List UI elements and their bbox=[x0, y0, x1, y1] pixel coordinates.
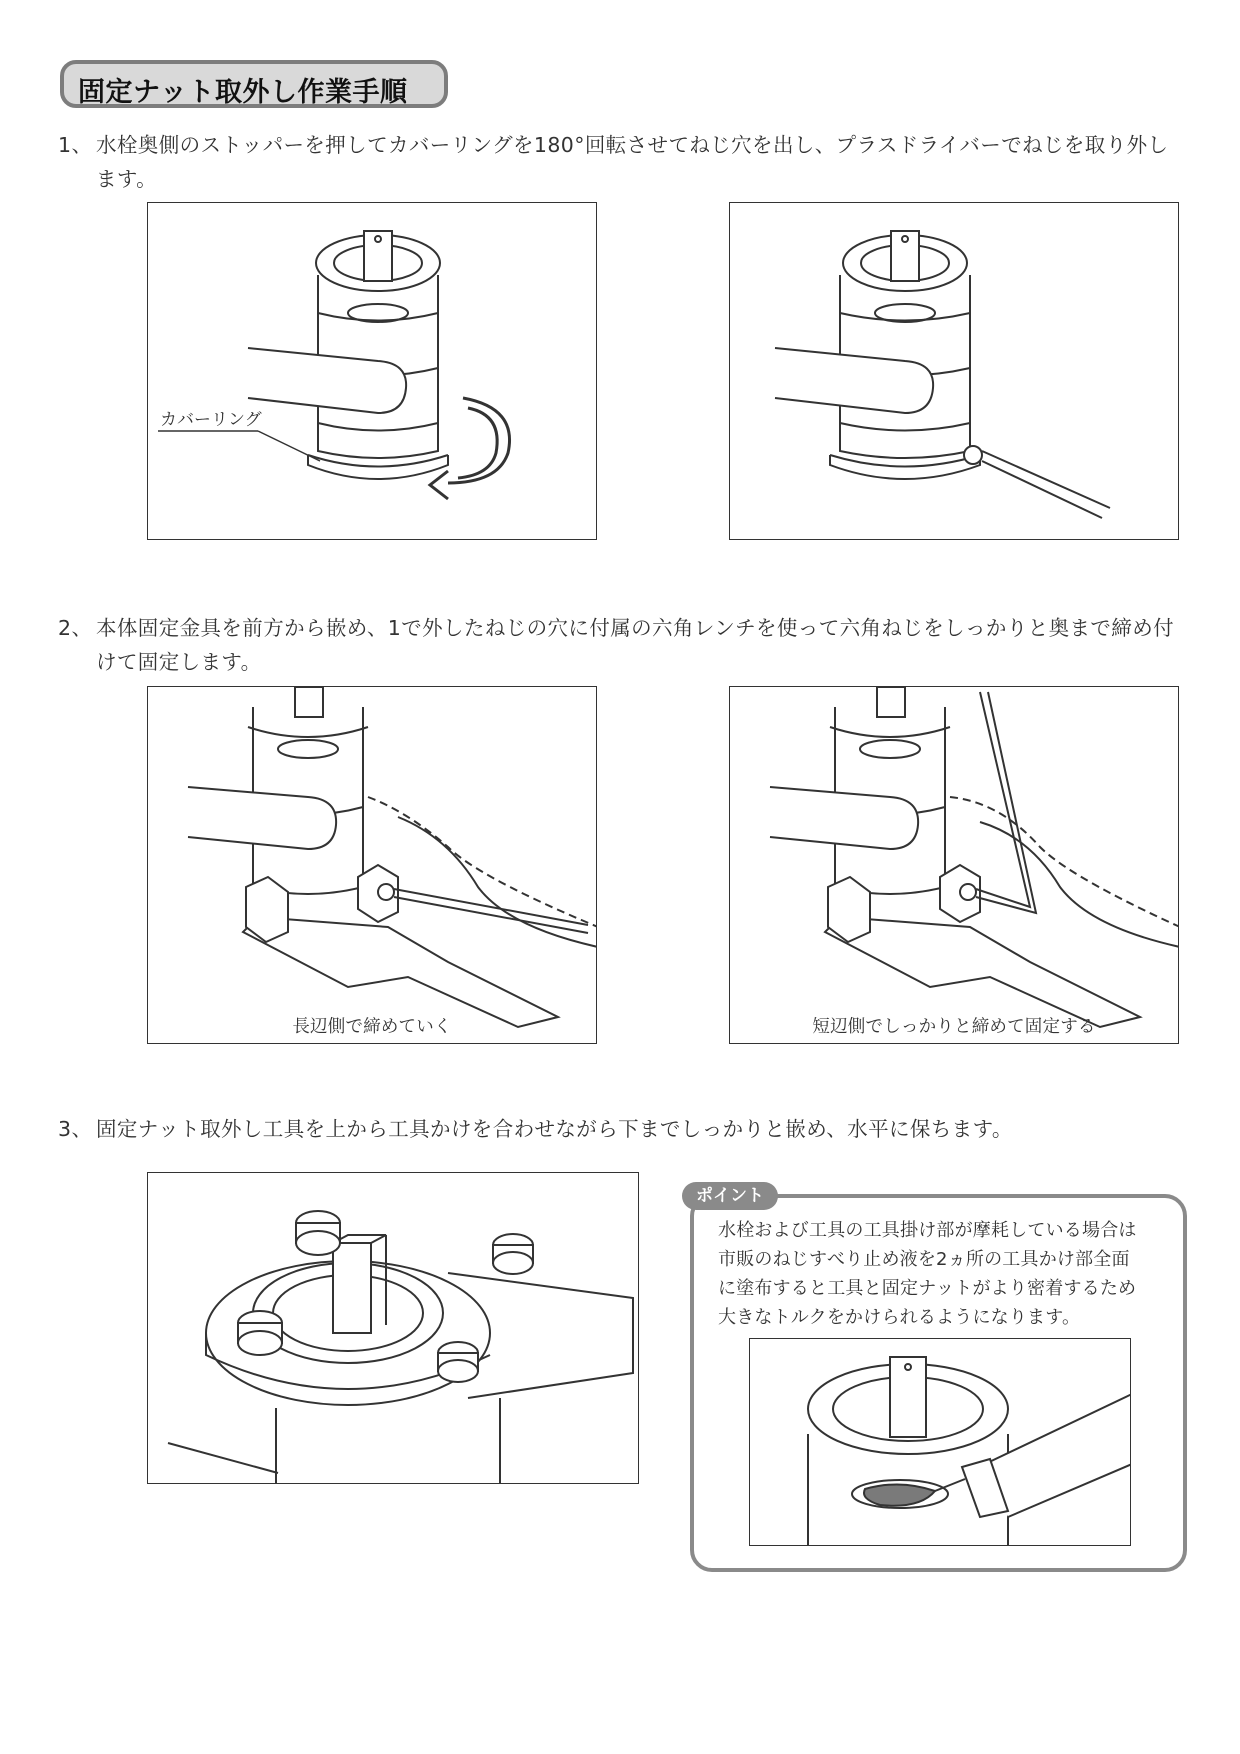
point-line-1: 水栓および工具の工具掛け部が摩耗している場合は bbox=[718, 1220, 1137, 1241]
page-title-box bbox=[60, 60, 448, 108]
step-3-number: 3、 bbox=[58, 1117, 93, 1141]
step-3-body: 固定ナット取外し工具を上から工具かけを合わせながら下までしっかりと嵌め、水平に保ちます。 bbox=[96, 1117, 1013, 1141]
step-2-text bbox=[58, 611, 1183, 679]
point-line-2: 市販のねじすべり止め液を2ヵ所の工具かけ部全面 bbox=[718, 1249, 1130, 1270]
point-badge: ポイント bbox=[682, 1182, 778, 1210]
point-line-4: 大きなトルクをかけられるようになります。 bbox=[718, 1307, 1081, 1328]
step-1-number: 1、 bbox=[58, 133, 93, 157]
step-1-figure-screwdriver bbox=[729, 202, 1179, 540]
step-2-figure-short-side bbox=[729, 686, 1179, 1044]
step-3-figure-removal-tool bbox=[147, 1172, 639, 1484]
step-1-text bbox=[58, 128, 1183, 196]
step-1-figure-cover-ring bbox=[147, 202, 597, 540]
point-figure-thread-locker bbox=[749, 1338, 1131, 1546]
point-box bbox=[690, 1186, 1187, 1572]
step-2-caption-short-side: 短辺側でしっかりと締めて固定する bbox=[812, 1017, 1096, 1037]
point-text bbox=[718, 1216, 1178, 1332]
step-2-number: 2、 bbox=[58, 616, 93, 640]
step-2-body: 本体固定金具を前方から嵌め、1で外したねじの穴に付属の六角レンチを使って六角ねじをしっかりと奥まで締め付けて固定します。 bbox=[96, 616, 1175, 674]
cover-ring-label: カバーリング bbox=[160, 410, 262, 430]
step-3-text bbox=[58, 1112, 1183, 1146]
step-2-caption-long-side: 長辺側で締めていく bbox=[292, 1017, 452, 1037]
point-line-3: に塗布すると工具と固定ナットがより密着するため bbox=[718, 1278, 1137, 1299]
page-title: 固定ナット取外し作業手順 bbox=[78, 77, 408, 108]
step-2-figure-long-side bbox=[147, 686, 597, 1044]
step-1-body: 水栓奥側のストッパーを押してカバーリングを180°回転させてねじ穴を出し、プラスドライバーでねじを取り外します。 bbox=[96, 133, 1169, 191]
